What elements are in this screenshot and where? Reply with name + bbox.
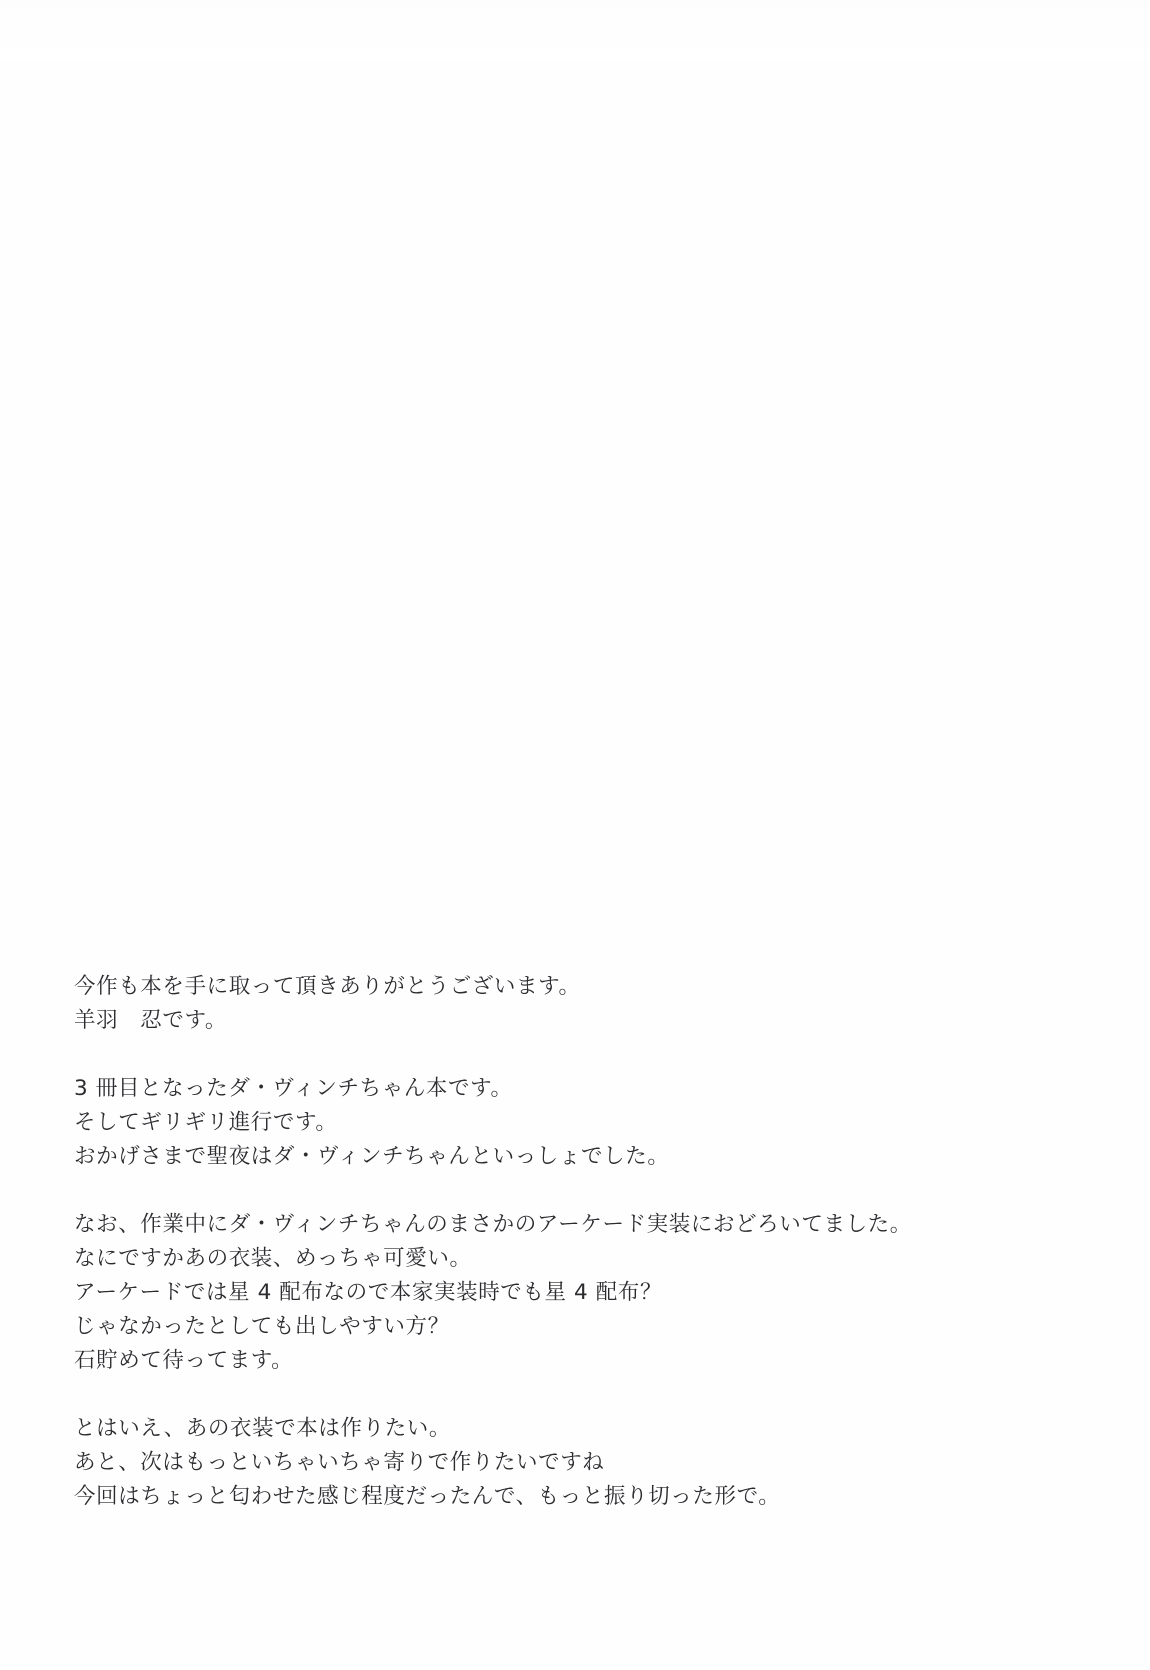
afterword-line: そしてギリギリ進行です。: [74, 1110, 338, 1135]
afterword-line: とはいえ、あの衣装で本は作りたい。: [74, 1416, 451, 1441]
afterword-paragraph: [74, 1208, 1034, 1378]
afterword-line: 今作も本を手に取って頂きありがとうございます。: [74, 974, 581, 999]
afterword-paragraph: [74, 970, 1034, 1038]
afterword-line: 石貯めて待ってます。: [74, 1348, 294, 1373]
afterword-line: あと、次はもっといちゃいちゃ寄りで作りたいですね: [74, 1450, 605, 1475]
afterword-line: なお、作業中にダ・ヴィンチちゃんのまさかのアーケード実装におどろいてました。: [74, 1212, 912, 1237]
afterword-line: 羊羽 忍です。: [74, 1008, 227, 1033]
afterword-line: 今回はちょっと匂わせた感じ程度だったんで、もっと振り切った形で。: [74, 1484, 781, 1509]
afterword-line: おかげさまで聖夜はダ・ヴィンチちゃんといっしょでした。: [74, 1144, 670, 1169]
afterword-line: じゃなかったとしても出しやすい方？: [74, 1314, 450, 1339]
afterword-text-block: [74, 970, 1034, 1514]
afterword-line: なにですかあの衣装、めっちゃ可愛い。: [74, 1246, 472, 1271]
afterword-line: 3 冊目となったダ・ヴィンチちゃん本です。: [74, 1076, 513, 1101]
afterword-paragraph: [74, 1412, 1034, 1514]
afterword-paragraph: [74, 1072, 1034, 1174]
paper-top-tint: [0, 0, 1150, 60]
afterword-line: アーケードでは星 4 配布なので本家実装時でも星 4 配布？: [74, 1280, 663, 1305]
